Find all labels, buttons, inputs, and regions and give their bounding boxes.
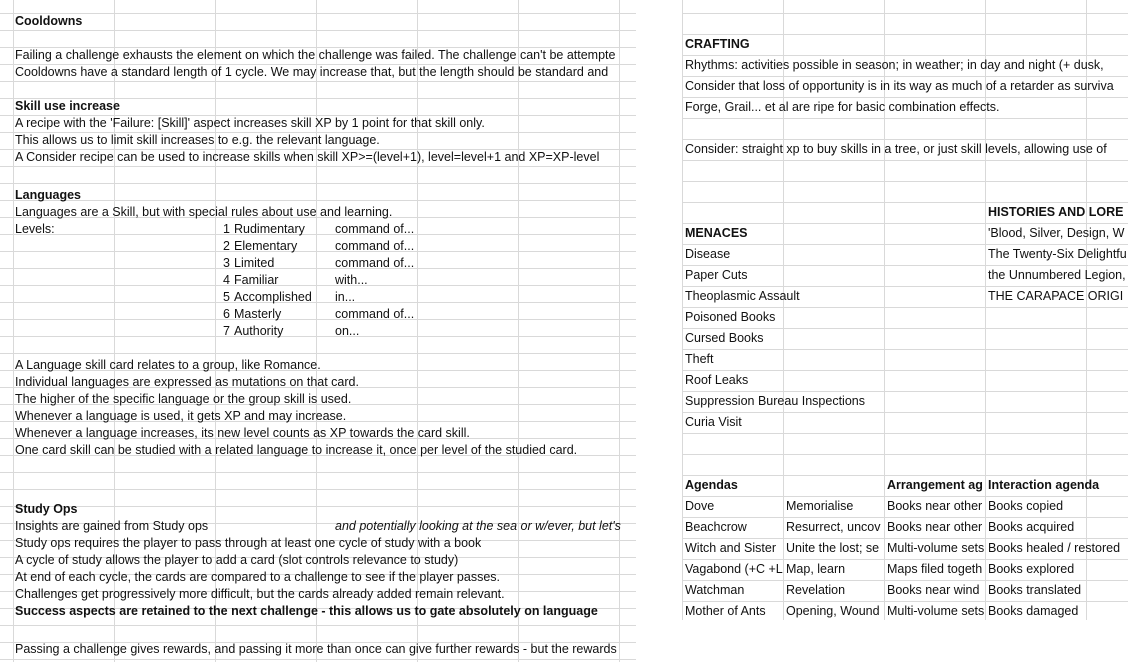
agenda-name[interactable]: Witch and Sister (685, 541, 777, 555)
menaces-heading[interactable]: MENACES (685, 226, 748, 240)
agenda-arrangement[interactable]: Books near wind (887, 583, 980, 597)
study-note[interactable]: and potentially looking at the sea or w/ever, but let's (335, 519, 621, 533)
level-desc[interactable]: command of... (335, 256, 415, 270)
agenda-name[interactable]: Watchman (685, 583, 745, 597)
level-number[interactable]: 7 (223, 324, 230, 338)
level-name[interactable]: Authority (234, 324, 284, 338)
agenda-interaction[interactable]: Books explored (988, 562, 1075, 576)
consider-line[interactable]: Consider: straight xp to buy skills in a tree, or just skill levels, allowing use of (685, 142, 1107, 156)
agenda-interaction[interactable]: Books translated (988, 583, 1082, 597)
study-line[interactable]: Insights are gained from Study ops (15, 519, 209, 533)
agenda-interaction[interactable]: Books acquired (988, 520, 1075, 534)
study-line[interactable]: Study ops requires the player to pass through at least one cycle of study with a book (15, 536, 482, 550)
history-item[interactable]: THE CARAPACE ORIGI (988, 289, 1124, 303)
skill-use-heading[interactable]: Skill use increase (15, 99, 120, 113)
study-line[interactable]: Challenges get progressively more difficult, but the cards already added remain relevant. (15, 587, 505, 601)
levels-label[interactable]: Levels: (15, 222, 55, 236)
histories-heading[interactable]: HISTORIES AND LORE (988, 205, 1124, 219)
agenda-arrangement[interactable]: Multi-volume sets (887, 541, 985, 555)
agenda-aim[interactable]: Revelation (786, 583, 846, 597)
menace-item[interactable]: Curia Visit (685, 415, 742, 429)
menace-item[interactable]: Suppression Bureau Inspections (685, 394, 865, 408)
cooldowns-heading[interactable]: Cooldowns (15, 14, 83, 28)
level-desc[interactable]: on... (335, 324, 360, 338)
level-name[interactable]: Limited (234, 256, 275, 270)
skill-line[interactable]: A recipe with the 'Failure: [Skill]' aspect increases skill XP by 1 point for that skill only. (15, 116, 485, 130)
level-number[interactable]: 1 (223, 222, 230, 236)
level-name[interactable]: Elementary (234, 239, 298, 253)
menace-item[interactable]: Disease (685, 247, 731, 261)
languages-heading[interactable]: Languages (15, 188, 81, 202)
languages-intro[interactable]: Languages are a Skill, but with special rules about use and learning. (15, 205, 393, 219)
language-line[interactable]: Individual languages are expressed as mutations on that card. (15, 375, 359, 389)
level-name[interactable]: Familiar (234, 273, 279, 287)
agenda-aim[interactable]: Memorialise (786, 499, 854, 513)
sheet-end-area (682, 620, 1128, 662)
study-line[interactable]: At end of each cycle, the cards are compared to a challenge to see if the player passes. (15, 570, 501, 584)
agenda-arrangement[interactable]: Books near other (887, 499, 983, 513)
language-line[interactable]: Whenever a language increases, its new level counts as XP towards the card skill. (15, 426, 470, 440)
crafting-heading[interactable]: CRAFTING (685, 37, 750, 51)
agenda-name[interactable]: Dove (685, 499, 715, 513)
agenda-arrangement[interactable]: Maps filed togeth (887, 562, 983, 576)
interaction-header[interactable]: Interaction agenda (988, 478, 1100, 492)
level-number[interactable]: 3 (223, 256, 230, 270)
menace-item[interactable]: Cursed Books (685, 331, 764, 345)
agenda-name[interactable]: Mother of Ants (685, 604, 766, 618)
language-line[interactable]: One card skill can be studied with a related language to increase it, once per level of the studied card. (15, 443, 578, 457)
level-desc[interactable]: command of... (335, 307, 415, 321)
agendas-header[interactable]: Agendas (685, 478, 738, 492)
arrangement-header[interactable]: Arrangement ag (887, 478, 983, 492)
agenda-name[interactable]: Beachcrow (685, 520, 747, 534)
agenda-arrangement[interactable]: Books near other (887, 520, 983, 534)
right-sheet-pane (682, 0, 1128, 662)
crafting-line[interactable]: Consider that loss of opportunity is in its way as much of a retarder as surviva (685, 79, 1114, 93)
level-desc[interactable]: command of... (335, 222, 415, 236)
menace-item[interactable]: Theoplasmic Assault (685, 289, 800, 303)
crafting-line[interactable]: Rhythms: activities possible in season; in weather; in day and night (+ dusk, (685, 58, 1104, 72)
menace-item[interactable]: Theft (685, 352, 714, 366)
agenda-aim[interactable]: Map, learn (786, 562, 846, 576)
agenda-aim[interactable]: Resurrect, uncov (786, 520, 881, 534)
language-line[interactable]: A Language skill card relates to a group, like Romance. (15, 358, 321, 372)
skill-line[interactable]: A Consider recipe can be used to increase skills when skill XP>=(level+1), level=level+1 and XP=XP-level (15, 150, 600, 164)
passing-line[interactable]: Passing a challenge gives rewards, and passing it more than once can give further rewards - but the rewards (15, 642, 617, 656)
agenda-interaction[interactable]: Books copied (988, 499, 1064, 513)
agenda-name[interactable]: Vagabond (+C +L (685, 562, 783, 576)
menace-item[interactable]: Roof Leaks (685, 373, 749, 387)
history-item[interactable]: 'Blood, Silver, Design, W (988, 226, 1125, 240)
agenda-arrangement[interactable]: Multi-volume sets (887, 604, 985, 618)
study-line[interactable]: A cycle of study allows the player to add a card (slot controls relevance to study) (15, 553, 459, 567)
history-item[interactable]: the Unnumbered Legion, (988, 268, 1126, 282)
level-desc[interactable]: with... (335, 273, 368, 287)
level-name[interactable]: Rudimentary (234, 222, 305, 236)
level-number[interactable]: 6 (223, 307, 230, 321)
study-bold-line[interactable]: Success aspects are retained to the next challenge - this allows us to gate absolutely on language (15, 604, 598, 618)
language-line[interactable]: Whenever a language is used, it gets XP and may increase. (15, 409, 347, 423)
menace-item[interactable]: Paper Cuts (685, 268, 748, 282)
language-line[interactable]: The higher of the specific language or the group skill is used. (15, 392, 352, 406)
agenda-aim[interactable]: Opening, Wound (786, 604, 880, 618)
cooldowns-line[interactable]: Failing a challenge exhausts the element on which the challenge was failed. The challenge can't be attempte (15, 48, 616, 62)
level-desc[interactable]: in... (335, 290, 356, 304)
study-ops-heading[interactable]: Study Ops (15, 502, 78, 516)
menace-item[interactable]: Poisoned Books (685, 310, 776, 324)
cooldowns-line[interactable]: Cooldowns have a standard length of 1 cycle. We may increase that, but the length should be standard and (15, 65, 609, 79)
crafting-line[interactable]: Forge, Grail... et al are ripe for basic combination effects. (685, 100, 1000, 114)
agenda-interaction[interactable]: Books healed / restored (988, 541, 1121, 555)
level-name[interactable]: Masterly (234, 307, 282, 321)
level-number[interactable]: 2 (223, 239, 230, 253)
level-number[interactable]: 5 (223, 290, 230, 304)
history-item[interactable]: The Twenty-Six Delightfu (988, 247, 1127, 261)
agenda-aim[interactable]: Unite the lost; se (786, 541, 880, 555)
level-number[interactable]: 4 (223, 273, 230, 287)
level-name[interactable]: Accomplished (234, 290, 312, 304)
level-desc[interactable]: command of... (335, 239, 415, 253)
skill-line[interactable]: This allows us to limit skill increases to e.g. the relevant language. (15, 133, 380, 147)
agenda-interaction[interactable]: Books damaged (988, 604, 1079, 618)
